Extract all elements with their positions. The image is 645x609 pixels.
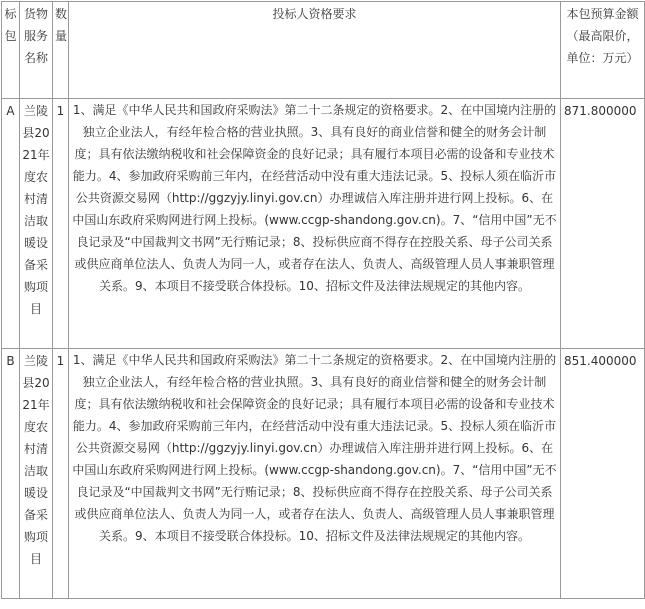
header-lot: 标包 (2, 2, 20, 99)
header-bidder-requirements: 投标人资格要求 (69, 2, 561, 99)
goods-name-cell: 兰陵县2021年度农村清洁取暖设备采购项目 (20, 99, 53, 349)
lot-cell: B (2, 349, 20, 599)
header-budget: 本包预算金额（最高限价，单位：万元） (561, 2, 645, 99)
budget-cell: 851.400000 (561, 349, 645, 599)
table-row (2, 99, 645, 349)
requirements-cell: 1、满足《中华人民共和国政府采购法》第二十二条规定的资格要求。2、在中国境内注册的独立企业法人，有经年检合格的营业执照。3、具有良好的商业信誉和健全的财务会计制度；具有依法缴纳税收和社会保障资金的良好记录；具有履行本项目必需的设备和专业技术能力。4、参加政府采购前三年内，在经营活动中没有重大违法记录。5、投标人须在临沂市公共资源交易网（http://ggzyjy.linyi.gov.cn）办理诚信入库注册并进行网上投标。6、在中国山东政府采购网进行网上投标。(www.ccgp-shandong.gov.cn)。7、“信用中国”无不良记录及“中国裁判文书网”无行贿记录；8、投标供应商不得存在控股关系、母子公司关系或供应商单位法人、负责人为同一人，或者存在法人、负责人、高级管理人员人事兼职管理关系。9、本项目不接受联合体投标。10、招标文件及法律法规规定的其他内容。 (69, 99, 561, 349)
goods-name-cell: 兰陵县2021年度农村清洁取暖设备采购项目 (20, 349, 53, 599)
requirements-cell: 1、满足《中华人民共和国政府采购法》第二十二条规定的资格要求。2、在中国境内注册的独立企业法人，有经年检合格的营业执照。3、具有良好的商业信誉和健全的财务会计制度；具有依法缴纳税收和社会保障资金的良好记录；具有履行本项目必需的设备和专业技术能力。4、参加政府采购前三年内，在经营活动中没有重大违法记录。5、投标人须在临沂市公共资源交易网（http://ggzyjy.linyi.gov.cn）办理诚信入库注册并进行网上投标。6、在中国山东政府采购网进行网上投标。(www.ccgp-shandong.gov.cn)。7、“信用中国”无不良记录及“中国裁判文书网”无行贿记录；8、投标供应商不得存在控股关系、母子公司关系或供应商单位法人、负责人为同一人，或者存在法人、负责人、高级管理人员人事兼职管理关系。9、本项目不接受联合体投标。10、招标文件及法律法规规定的其他内容。 (69, 349, 561, 599)
table-header-row (2, 2, 645, 99)
budget-cell: 871.800000 (561, 99, 645, 349)
tender-requirements-table (1, 1, 645, 599)
quantity-cell: 1 (53, 99, 69, 349)
header-quantity: 数量 (53, 2, 69, 99)
lot-cell: A (2, 99, 20, 349)
header-goods-name: 货物服务名称 (20, 2, 53, 99)
quantity-cell: 1 (53, 349, 69, 599)
table-row (2, 349, 645, 599)
